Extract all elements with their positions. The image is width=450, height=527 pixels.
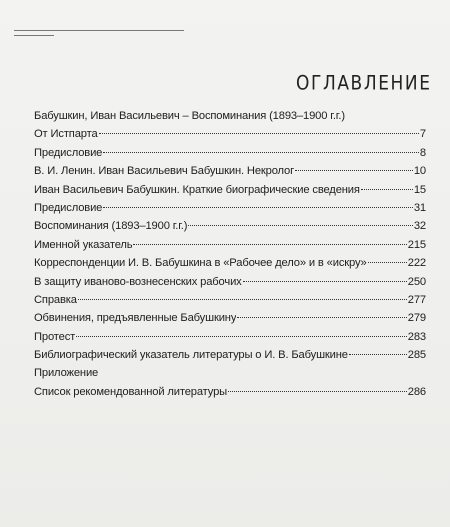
toc-entry-title: Корреспонденции И. В. Бабушкина в «Рабочее дело» и в «искру» [34,257,367,270]
toc-entry [34,236,426,254]
leader-dots [361,189,413,190]
toc-entry-page: 31 [413,201,426,214]
toc-entry [34,144,426,162]
toc-entry-page: 277 [407,293,426,306]
toc-entry [34,383,426,401]
leader-dots [295,170,413,171]
toc-entry-title: Воспоминания (1893–1900 г.г.) [34,220,188,233]
toc-entry-title: От Истпарта [34,128,98,141]
leader-dots [103,207,413,208]
toc-entry-page: 283 [407,330,426,343]
toc-entry-page: 10 [413,165,426,178]
toc-entry-page: 8 [419,146,426,159]
toc-entry-title: Обвинения, предъявленные Бабушкину [34,312,237,325]
leader-dots [237,317,407,318]
toc-entry-page: 250 [407,275,426,288]
toc-entry-page: 285 [407,349,426,362]
table-of-contents [34,107,426,401]
toc-entry-title: Протест [34,330,76,343]
toc-entry-page: 15 [413,183,426,196]
decorative-rules [14,30,184,40]
toc-entry [34,199,426,217]
toc-entry-title: Библиографический указатель литературы о И. В. Бабушкине [34,349,348,362]
leader-dots [349,354,407,355]
toc-entry-page: 32 [413,220,426,233]
toc-entry [34,217,426,235]
leader-dots [99,133,419,134]
leader-dots [103,152,419,153]
leader-dots [368,262,407,263]
toc-entry [34,125,426,143]
toc-entry-title: Список рекомендованной литературы [34,385,228,398]
toc-entry [34,181,426,199]
leader-dots [76,336,407,337]
leader-dots [243,281,407,282]
toc-entry-title: Бабушкин, Иван Васильевич – Воспоминания (1893–1900 г.г.) [34,110,345,122]
toc-entry-title: Предисловие [34,146,103,159]
toc-entry-title: Справка [34,293,77,306]
toc-entry-title: Иван Васильевич Бабушкин. Краткие биографические сведения [34,183,360,196]
toc-heading: ОГЛАВЛЕНИЕ [296,72,432,95]
toc-entry [34,309,426,327]
rule-short [14,35,54,36]
toc-entry [34,346,426,364]
toc-entry-page: 215 [407,238,426,251]
toc-entry-title: Предисловие [34,201,103,214]
toc-entry [34,273,426,291]
leader-dots [133,244,406,245]
leader-dots [188,225,413,226]
toc-entry [34,364,426,382]
toc-entry-title: Приложение [34,367,99,380]
toc-entry-page: 286 [407,385,426,398]
toc-entry [34,162,426,180]
toc-entry-page: 279 [407,312,426,325]
toc-entry-title: В. И. Ленин. Иван Васильевич Бабушкин. Некролог [34,165,295,178]
toc-entry-title: В защиту иваново-вознесенских рабочих [34,275,242,288]
leader-dots [228,391,407,392]
toc-entry [34,254,426,272]
rule-long [14,30,184,31]
toc-entry [34,291,426,309]
toc-entry [34,107,426,125]
toc-entry-page: 7 [419,128,426,141]
leader-dots [78,299,407,300]
toc-entry-page: 222 [407,257,426,270]
toc-entry-title: Именной указатель [34,238,133,251]
toc-entry [34,328,426,346]
